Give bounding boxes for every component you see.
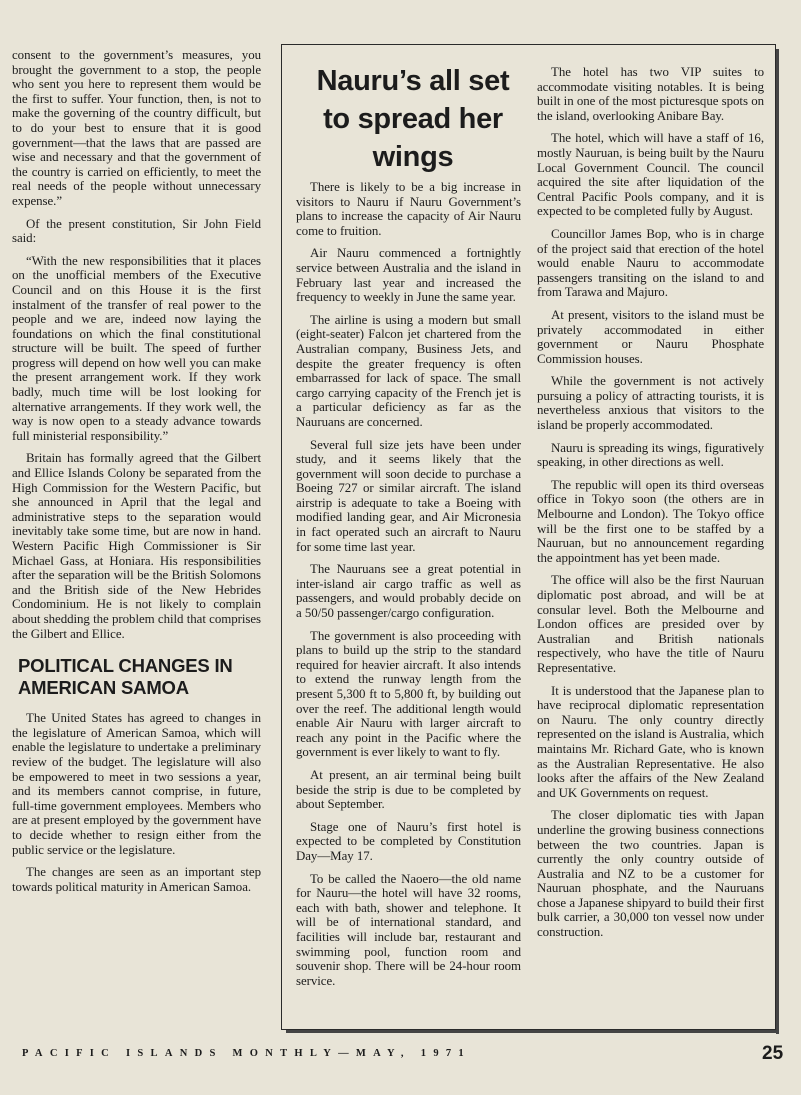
paragraph: Britain has formally agreed that the Gilbert and Ellice Islands Colony be separated from the High Commission for the Western Pacific, but she announced in April that the legal and administrative steps to the separation would inevitably take some time, but are now in hand. Western Pacific High Commissioner is Sir Michael Gass, at Honiara. His responsibilities after the separation will be the British Solomons and the British side of the New Hebrides Condominium. He is not likely to complain about shedding the problem child that comprises the Gilbert and Ellice. (12, 451, 261, 641)
paragraph: Of the present constitution, Sir John Field said: (12, 216, 261, 246)
paragraph: “With the new responsibilities that it places on the unofficial members of the Executive Council and on this House it is the first instalment of the transfer of real power to the people and we are, indeed now laying the foundations on which the final constitutional structure will be built. The speed of further progress will depend on how well you can make the present arrangement work. If they work badly, much time will be lost looking for alternative arrangements. If they work well, the way is now open to a steady advance towards full ministerial responsibility.” (12, 253, 261, 443)
paragraph: Several full size jets have been under study, and it seems likely that the government will soon decide to purchase a Boeing 727 or similar aircraft. The island airstrip is adequate to take a Boeing with modified landing gear, and Air Micronesia in fact operated such an aircraft to Nauru for some time last year. (296, 437, 521, 554)
paragraph: Air Nauru commenced a fortnightly service between Australia and the island in February last year and increased the frequency to weekly in June the same year. (296, 246, 521, 305)
paragraph: consent to the government’s measures, you brought the government to a stop, the people who sent you here to represent them would be the first to suffer. Your function, then, is not to make the governing of the country difficult, but to do your best to ensure that it is good government—that the laws that are passed are wise and necessary and that the government of the country is carried on efficiently, to meet the real needs of the people without unnecessary expense.” (12, 48, 261, 208)
footer-masthead: PACIFIC ISLANDS MONTHLY—MAY, 1971 (22, 1048, 471, 1059)
paragraph: It is understood that the Japanese plan to have reciprocal diplomatic representation on Nauru. The only country directly represented on the island is Australia, which maintains Mr. Richard Gate, who is known as the Australian Representative. He also looks after the affairs of the New Zealand and UK Governments on request. (537, 683, 764, 800)
paragraph: The closer diplomatic ties with Japan underline the growing business connections between the two countries. Japan is currently the only country outside of Australia and NZ to be a customer for Nauruan phosphate, and the Nauruans chose a Japanese shipyard to build their first bulk carrier, a 30,000 ton vessel now under construction. (537, 808, 764, 940)
paragraph: At present, an air terminal being built beside the strip is due to be completed by about September. (296, 767, 521, 812)
left-column (12, 48, 261, 902)
paragraph: The United States has agreed to changes in the legislature of American Samoa, which will enable the legislature to undertake a preliminary review of the budget. The legislature will also be empowered to meet in two sessions a year, and its members cannot comprise, in future, full-time government employees. Members who are at present employed by the government have to decide whether to resign either from the public service or the legislature. (12, 711, 261, 857)
paragraph: The hotel, which will have a staff of 16, mostly Nauruan, is being built by the Nauru Local Government Council. The council acquired the site after liquidation of the Central Pacific Pools company, and it is expected to be completed fully by August. (537, 131, 764, 219)
article-column-middle (296, 180, 521, 996)
paragraph: Councillor James Bop, who is in charge of the project said that erection of the hotel would enable Nauru to accommodate passengers transiting on the island to and from Tarawa and Majuro. (537, 226, 764, 300)
box-shadow (286, 1030, 779, 1033)
paragraph: The republic will open its third overseas office in Tokyo soon (the others are in Melbourne and London). The Tokyo office will be the first one to be staffed by a Nauruan, but no announcement regarding the appointment has yet been made. (537, 477, 764, 565)
page-number: 25 (762, 1043, 784, 1064)
paragraph: While the government is not actively pursuing a policy of attracting tourists, it is nevertheless anxious that visitors to the island be properly accommodated. (537, 374, 764, 433)
paragraph: There is likely to be a big increase in visitors to Nauru if Nauru Government’s plans to increase the capacity of Air Nauru come to fruition. (296, 180, 521, 238)
paragraph: The airline is using a modern but small (eight-seater) Falcon jet chartered from the Australian company, Business Jets, and despite the greater frequency is often embarrassed for lack of space. The small cargo carrying capacity of the French jet is a particular deficiency as far as the Nauruans are concerned. (296, 312, 521, 429)
paragraph: The changes are seen as an important step towards political maturity in American Samoa. (12, 865, 261, 894)
paragraph: At present, visitors to the island must be privately accommodated in either government or Nauru Phosphate Commission houses. (537, 307, 764, 366)
paragraph: The office will also be the first Nauruan diplomatic post abroad, and will be at consular level. Both the Melbourne and London offices are presided over by Australian and British nationals respectively, who have the title of Nauru Representative. (537, 573, 764, 675)
paragraph: The government is also proceeding with plans to build up the strip to the standard required for heavier aircraft. It also intends to extend the runway length from the present 5,300 ft to 5,800 ft, by building out over the reef. The additional length would enable Air Nauru with larger aircraft to reach any point in the Pacific where the government is ever likely to want to fly. (296, 628, 521, 760)
article-column-right (537, 65, 764, 948)
article-headline: Nauru’s all set to spread her wings (316, 65, 510, 173)
paragraph: Nauru is spreading its wings, figuratively speaking, in other directions as well. (537, 440, 764, 470)
box-shadow (776, 49, 779, 1034)
paragraph: The Nauruans see a great potential in inter-island air cargo traffic as well as passengers, and would probably decide on a 50/50 passenger/cargo configuration. (296, 562, 521, 621)
paragraph: Stage one of Nauru’s first hotel is expected to be completed by Constitution Day—May 17. (296, 819, 521, 863)
paragraph: The hotel has two VIP suites to accommodate visiting notables. It is being built in one of the most picturesque spots on the island, overlooking Anibare Bay. (537, 65, 764, 123)
section-heading: POLITICAL CHANGES IN AMERICAN SAMOA (18, 655, 233, 699)
paragraph: To be called the Naoero—the old name for Nauru—the hotel will have 32 rooms, each with bath, shower and telephone. It will be of international standard, and facilities will include bar, restaurant and swimming pool, function room and souvenir shop. There will be 24-hour room service. (296, 871, 521, 988)
